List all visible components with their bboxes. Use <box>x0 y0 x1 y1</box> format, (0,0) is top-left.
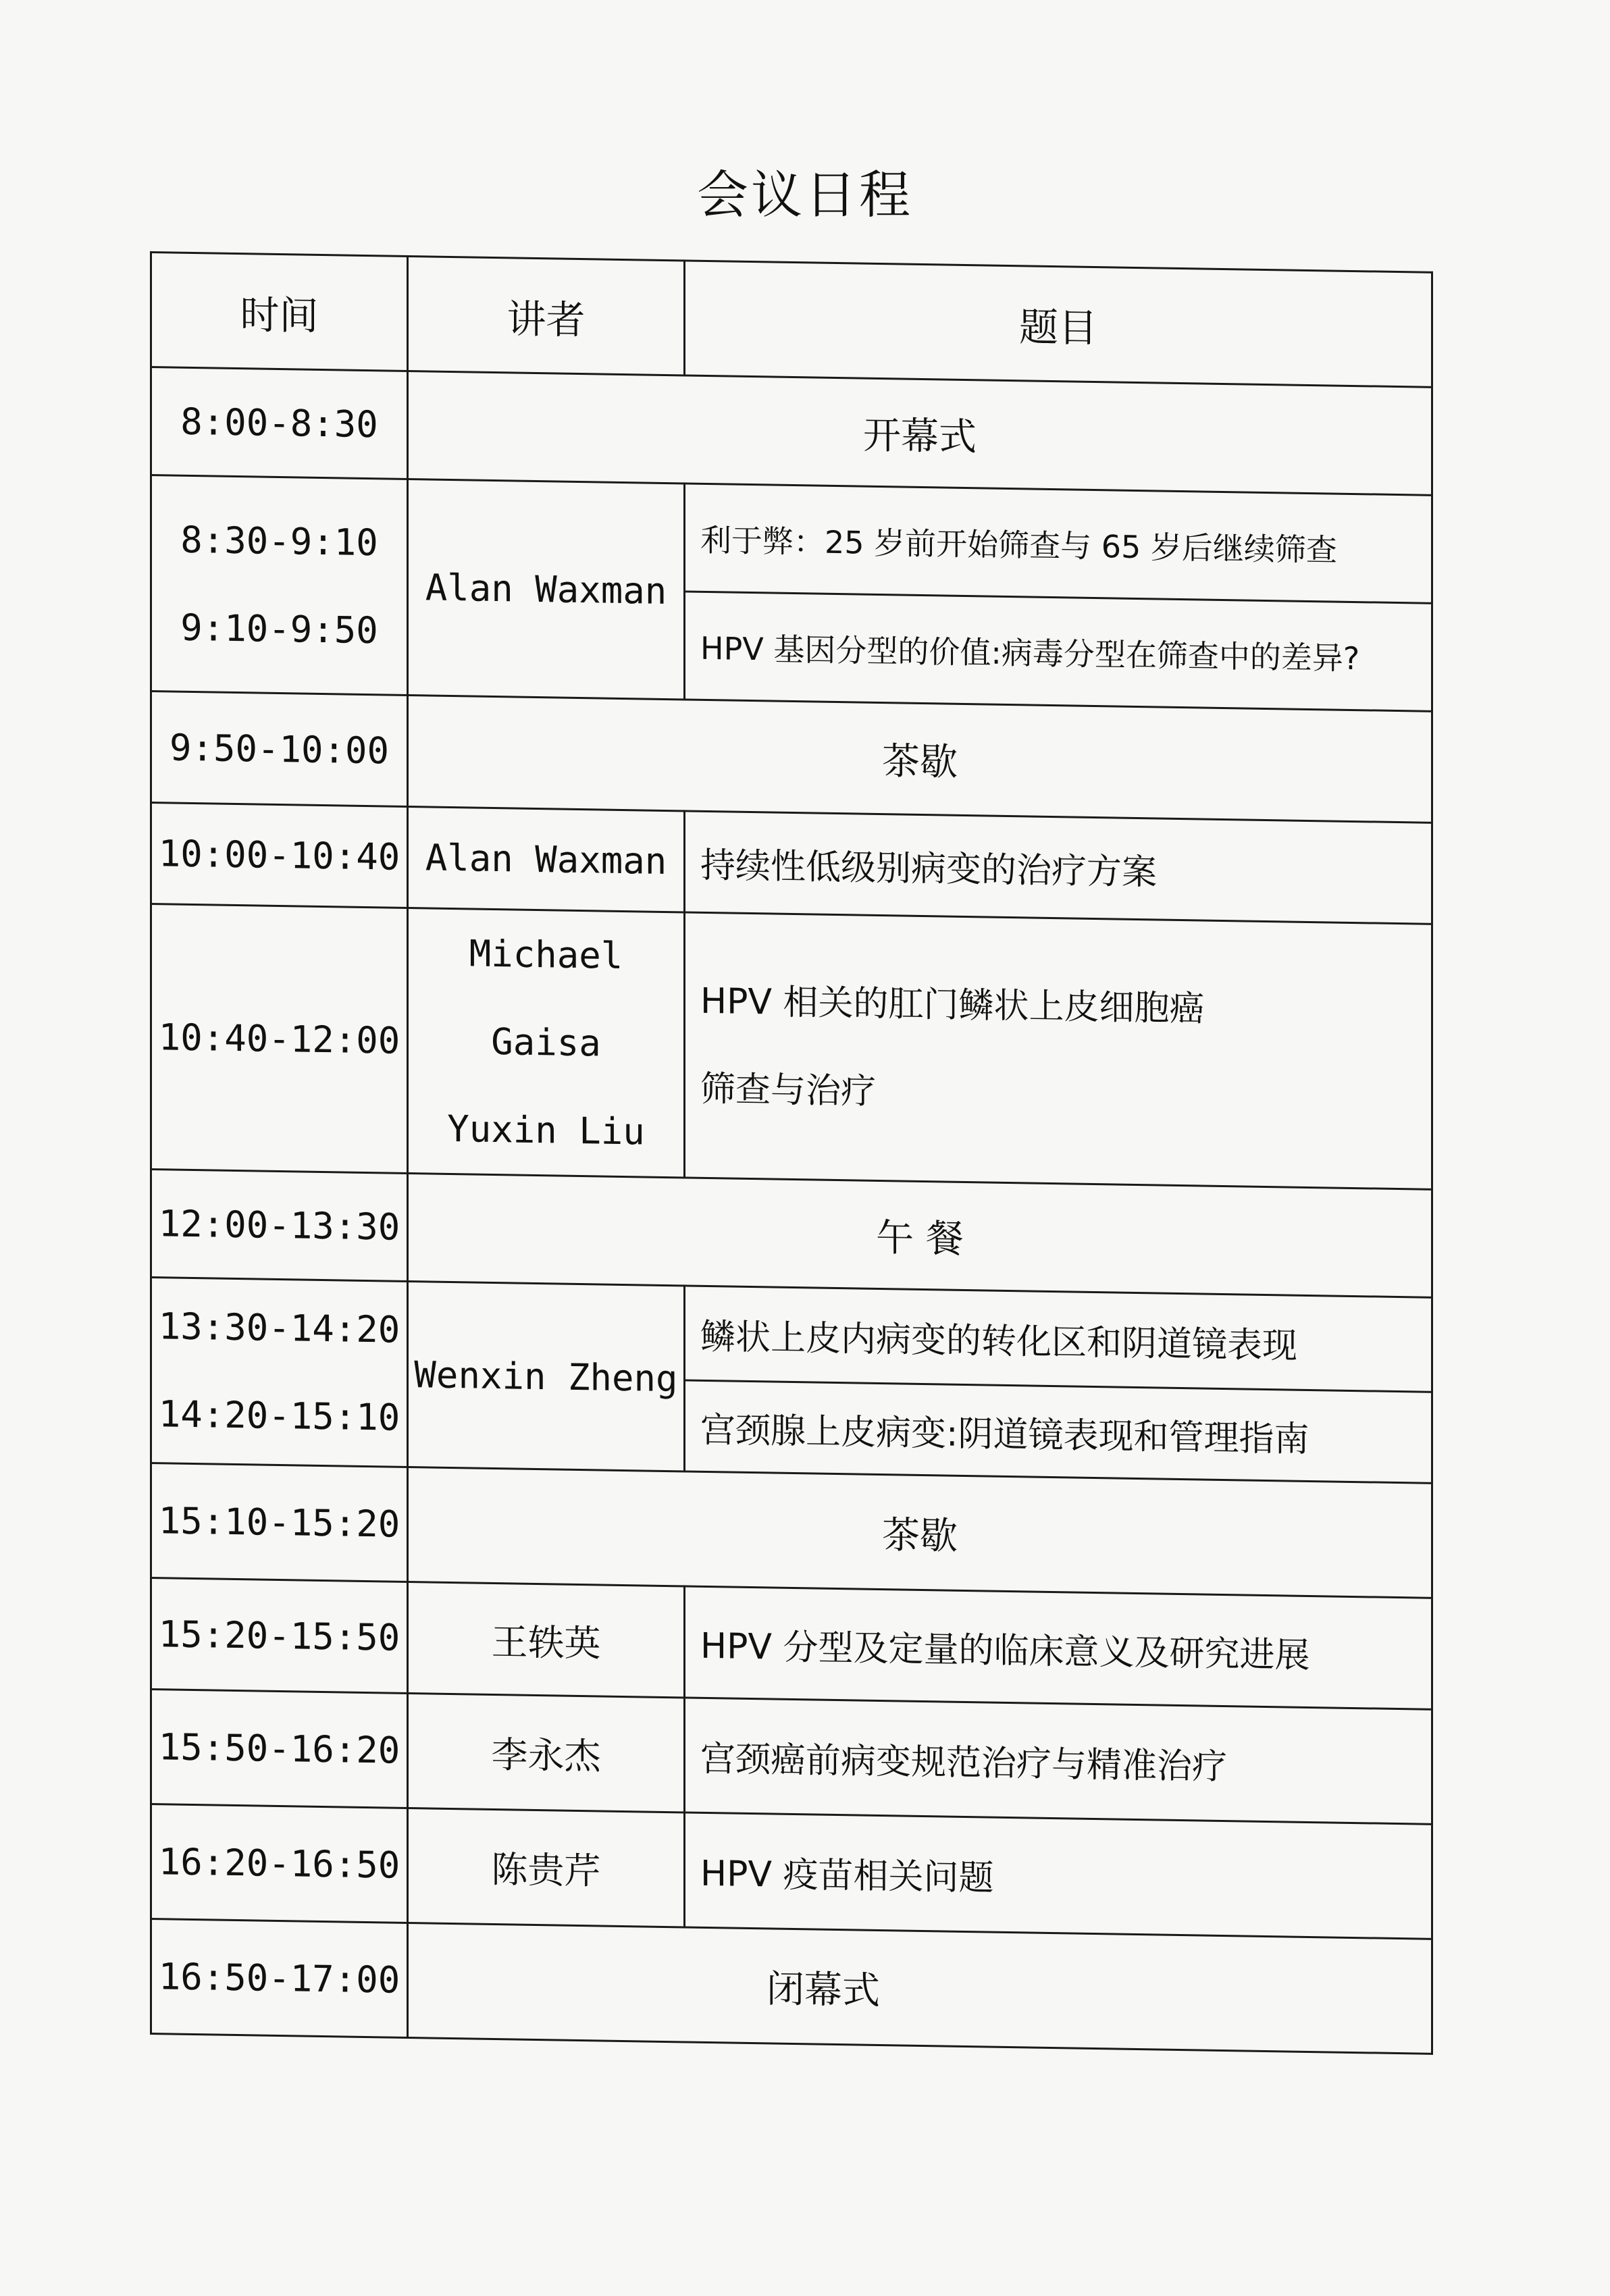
time-slot: 8:30-9:10 <box>180 518 378 564</box>
header-time: 时间 <box>151 253 408 371</box>
table-row <box>151 1278 1432 1392</box>
topic-cell: 利于弊：25 岁前开始筛查与 65 岁后继续筛查 <box>685 484 1432 603</box>
schedule-table <box>150 251 1433 2055</box>
table-row <box>151 1919 1432 2054</box>
table-row <box>151 904 1432 1190</box>
table-row <box>151 803 1432 924</box>
table-row <box>151 1578 1432 1710</box>
time-cell: 8:00-8:30 <box>151 367 408 479</box>
time-cell: 10:00-10:40 <box>151 803 408 908</box>
topic-cell: HPV 分型及定量的临床意义及研究进展 <box>685 1586 1432 1709</box>
time-cell: 15:10-15:20 <box>151 1463 408 1582</box>
event-cell: 开幕式 <box>408 371 1432 495</box>
header-row <box>151 253 1432 388</box>
speaker-name: Yuxin Liu <box>447 1107 645 1153</box>
time-cell: 10:40-12:00 <box>151 904 408 1174</box>
speaker-cell: Alan Waxman <box>408 806 685 912</box>
table-row <box>151 475 1432 604</box>
time-slot: 13:30-14:20 <box>158 1305 400 1351</box>
time-cell: 15:20-15:50 <box>151 1578 408 1694</box>
time-cell <box>151 1278 408 1467</box>
speaker-cell: 王轶英 <box>408 1582 685 1697</box>
topic-cell: 鳞状上皮内病变的转化区和阴道镜表现 <box>685 1286 1432 1392</box>
table-row <box>151 1170 1432 1298</box>
topic-cell: HPV 疫苗相关问题 <box>685 1812 1432 1939</box>
table-row <box>151 1804 1432 1939</box>
topic-cell: 宫颈腺上皮病变:阴道镜表现和管理指南 <box>685 1380 1432 1483</box>
event-cell: 闭幕式 <box>408 1923 1432 2054</box>
topic-cell: HPV 基因分型的价值:病毒分型在筛查中的差异? <box>685 592 1432 711</box>
header-topic: 题目 <box>685 261 1432 387</box>
topic-cell: 宫颈癌前病变规范治疗与精准治疗 <box>685 1698 1432 1824</box>
topic-line: HPV 相关的肛门鳞状上皮细胞癌 <box>700 981 1205 1030</box>
time-slot: 9:10-9:50 <box>180 606 378 652</box>
time-cell: 16:20-16:50 <box>151 1804 408 1923</box>
speaker-cell: Alan Waxman <box>408 479 685 699</box>
header-speaker: 讲者 <box>408 256 685 375</box>
table-row <box>151 692 1432 823</box>
speaker-cell: 陈贵芹 <box>408 1808 685 1927</box>
speaker-cell <box>408 908 685 1177</box>
time-cell: 15:50-16:20 <box>151 1690 408 1808</box>
event-cell: 茶歇 <box>408 695 1432 823</box>
speaker-name: Michael Gaisa <box>469 932 623 1065</box>
time-slot: 14:20-15:10 <box>158 1392 400 1439</box>
event-cell: 午 餐 <box>408 1173 1432 1297</box>
table-row <box>151 1463 1432 1598</box>
time-cell: 12:00-13:30 <box>151 1170 408 1282</box>
speaker-cell: Wenxin Zheng <box>408 1281 685 1471</box>
event-cell: 茶歇 <box>408 1467 1432 1598</box>
time-cell: 16:50-17:00 <box>151 1919 408 2038</box>
time-cell <box>151 475 408 696</box>
speaker-cell: 李永杰 <box>408 1693 685 1812</box>
page-title: 会议日程 <box>697 165 913 225</box>
table-row <box>151 367 1432 496</box>
topic-cell <box>685 912 1432 1189</box>
time-cell: 9:50-10:00 <box>151 692 408 807</box>
table-row <box>151 1690 1432 1825</box>
topic-line: 筛查与治疗 <box>700 1068 877 1112</box>
topic-cell: 持续性低级别病变的治疗方案 <box>685 811 1432 924</box>
